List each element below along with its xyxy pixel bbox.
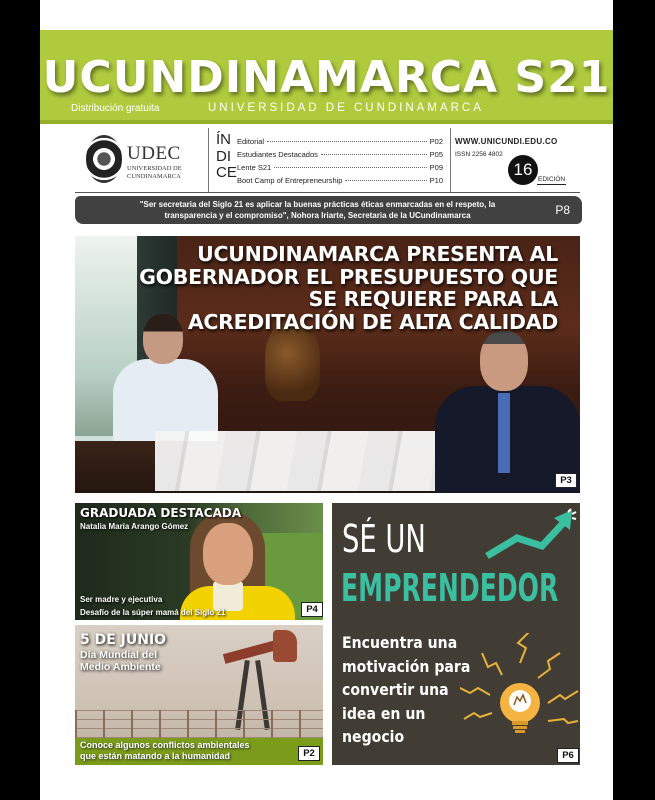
toc-leader xyxy=(321,154,427,155)
toc-label: Editorial xyxy=(237,137,265,146)
entrepreneur-text-line: Encuentra una xyxy=(342,633,458,652)
graduate-subtitle: Ser madre y ejecutiva xyxy=(80,595,163,604)
divider xyxy=(450,128,451,192)
logo-subtitle xyxy=(127,165,182,181)
table-of-contents xyxy=(237,137,443,189)
toc-item-editorial[interactable] xyxy=(237,137,443,150)
newspaper-page xyxy=(40,0,613,800)
photo-papers xyxy=(155,431,455,491)
divider xyxy=(208,128,209,192)
toc-leader xyxy=(274,167,426,168)
index-heading-line: DI xyxy=(216,147,231,165)
index-heading-line: ÍN xyxy=(216,131,231,148)
main-story[interactable] xyxy=(75,236,580,493)
index-heading xyxy=(216,132,237,182)
page-ref-p6: P6 xyxy=(557,748,579,763)
logo-wordmark: UDEC xyxy=(127,143,181,164)
environment-event-line: Día Mundial del xyxy=(80,649,158,661)
environment-caption xyxy=(80,740,250,762)
toc-item-estudiantes[interactable] xyxy=(237,150,443,163)
toc-item-bootcamp[interactable] xyxy=(237,176,443,189)
divider xyxy=(75,192,580,193)
photo-graduate xyxy=(185,511,295,620)
main-headline: UCUNDINAMARCA PRESENTA AL GOBERNADOR EL PRESUPUESTO QUE SE REQUIERE PARA LA ACREDITACIÓN DE ALTA CALIDAD xyxy=(139,242,558,334)
environment-event-line: Medio Ambiente xyxy=(80,661,161,673)
photo-oil-pump-head xyxy=(273,630,297,662)
toc-page: P05 xyxy=(429,150,443,159)
photo-fence xyxy=(75,710,323,738)
issn: ISSN 2256 4802 xyxy=(455,151,503,158)
entrepreneur-text-line: idea en un xyxy=(342,703,426,723)
page-ref-p3: P3 xyxy=(555,473,577,488)
toc-label: Boot Camp of Entrepreneurship xyxy=(237,176,343,185)
entrepreneur-text xyxy=(342,631,470,749)
entrepreneur-text-line: motivación para xyxy=(342,656,471,676)
university-seal-icon xyxy=(86,135,122,183)
environment-feature[interactable] xyxy=(75,625,323,765)
lightbulb-icon xyxy=(460,633,580,753)
masthead xyxy=(40,30,613,124)
toc-page: P02 xyxy=(429,137,443,146)
entrepreneur-heading-line2: EMPRENDEDOR xyxy=(341,566,559,610)
logo-subtitle-line2: CUNDINAMARCA xyxy=(127,173,181,180)
university-name: UNIVERSIDAD DE CUNDINAMARCA xyxy=(208,102,484,114)
growth-arrow-icon xyxy=(482,508,577,563)
environment-event xyxy=(80,649,161,673)
graduate-title: GRADUADA DESTACADA xyxy=(80,506,242,520)
graduate-subtitle: Desafío de la súper mamá del Siglo 21 xyxy=(80,608,226,617)
quote-banner[interactable] xyxy=(75,196,582,224)
quote-text: "Ser secretaria del Siglo 21 es aplicar la buenas prácticas éticas enmarcadas en el respeto, la transparencia y el compromiso", Nohora Iriarte, Secretaria de la UCundinamarca xyxy=(139,200,496,220)
toc-label: Lente S21 xyxy=(237,163,272,172)
edition-label: EDICIÓN xyxy=(538,176,566,183)
graduate-feature[interactable] xyxy=(75,503,323,620)
toc-item-lente[interactable] xyxy=(237,163,443,176)
university-logo xyxy=(86,135,196,187)
page-ref-p4: P4 xyxy=(301,602,323,617)
toc-leader xyxy=(267,141,427,142)
environment-caption-line: que están matando a la humanidad xyxy=(80,751,231,761)
photo-person-right xyxy=(435,331,575,493)
environment-caption-line: Conoce algunos conflictos ambientales xyxy=(80,740,250,750)
toc-page: P09 xyxy=(429,163,443,172)
quote-page-ref: P8 xyxy=(555,203,570,217)
toc-page: P10 xyxy=(429,176,443,185)
entrepreneur-feature[interactable] xyxy=(332,503,580,765)
entrepreneur-text-line: negocio xyxy=(342,727,405,746)
page-ref-p2: P2 xyxy=(298,746,320,761)
website-link[interactable]: WWW.UNICUNDI.EDU.CO xyxy=(455,137,558,146)
toc-leader xyxy=(345,180,426,181)
entrepreneur-heading-line1: SÉ UN xyxy=(342,517,426,561)
edition-number: 16 xyxy=(508,155,538,185)
graduate-name: Natalia María Arango Gómez xyxy=(80,522,189,531)
logo-subtitle-line1: UNIVERSIDAD DE xyxy=(127,165,182,172)
index-heading-line: CE xyxy=(216,164,237,181)
entrepreneur-text-line: convertir una xyxy=(342,680,449,699)
masthead-title: UCUNDINAMARCA S21 xyxy=(42,52,611,103)
distribution-note: Distribución gratuita xyxy=(71,103,160,114)
toc-label: Estudiantes Destacados xyxy=(237,150,318,159)
environment-date: 5 DE JUNIO xyxy=(80,632,167,648)
